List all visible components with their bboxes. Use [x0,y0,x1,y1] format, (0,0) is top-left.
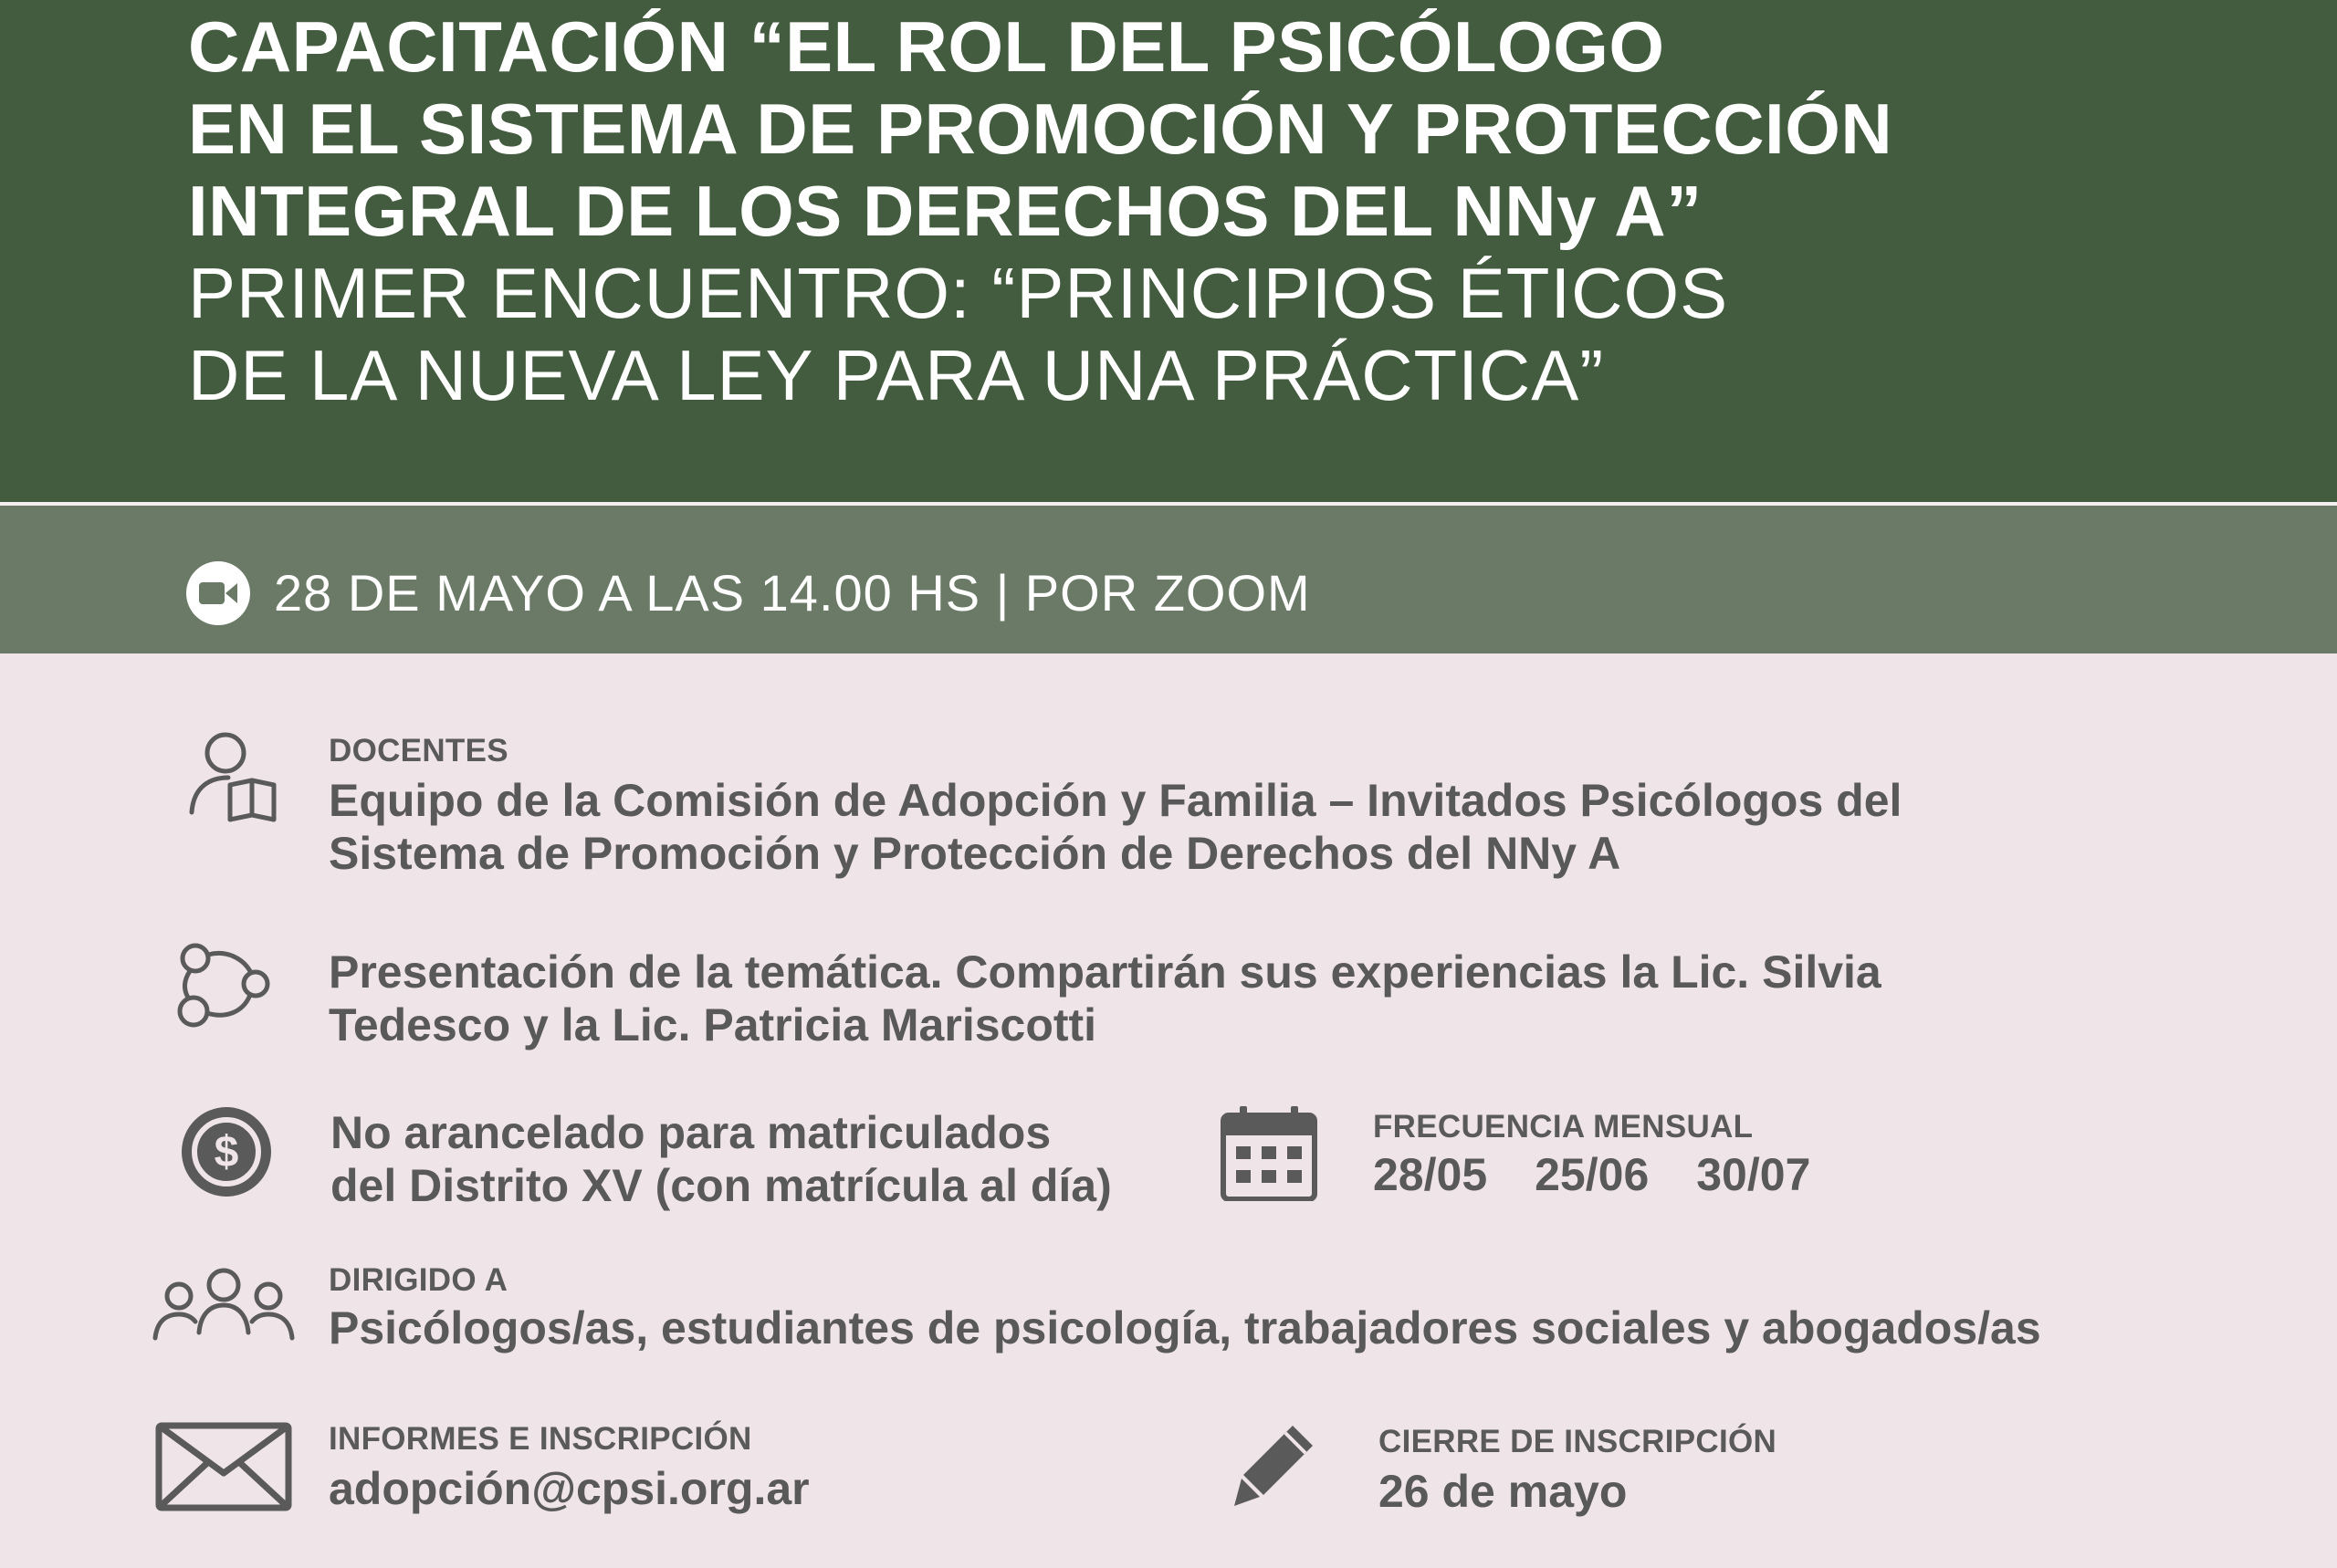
teacher-book-icon [183,730,283,831]
informes-label: INFORMES E INSCRIPCIÓN [329,1421,752,1457]
session-date: 25/06 [1535,1149,1650,1200]
session-subtitle [188,252,2288,416]
group-people-icon [152,1267,296,1342]
frecuencia-label: FRECUENCIA MENSUAL [1373,1109,1754,1145]
frecuencia-dates [1373,1148,1858,1201]
pencil-icon [1232,1420,1320,1508]
docentes-line: Sistema de Promoción y Protección de Derechos del NNy A [329,828,1621,879]
costo-text [330,1106,1112,1212]
event-date: 28 DE MAYO A LAS 14.00 HS | POR ZOOM [274,564,1311,622]
docentes-text [329,774,1902,880]
session-subtitle-line: PRIMER ENCUENTRO: “PRINCIPIOS ÉTICOS [188,253,1729,333]
presentacion-line: Presentación de la temática. Compartirán sus experiencias la Lic. Silvia [329,946,1881,998]
course-title-line: EN EL SISTEMA DE PROMOCIÓN Y PROTECCIÓN [188,89,1893,169]
presentacion-line: Tedesco y la Lic. Patricia Mariscotti [329,999,1097,1051]
dirigido-label: DIRIGIDO A [329,1262,508,1298]
docentes-line: Equipo de la Comisión de Adopción y Familia – Invitados Psicólogos del [329,775,1902,826]
envelope-icon [155,1422,292,1511]
dollar-coin-icon [179,1104,274,1199]
video-camera-icon [186,561,250,625]
costo-line: del Distrito XV (con matrícula al día) [330,1160,1112,1211]
contact-email[interactable]: adopción@cpsi.org.ar [329,1463,810,1514]
network-nodes-icon [173,940,276,1031]
dirigido-text: Psicólogos/as, estudiantes de psicología, trabajadores sociales y abogados/as [329,1302,2041,1354]
cierre-date: 26 de mayo [1378,1466,1628,1517]
course-title-line: INTEGRAL DE LOS DERECHOS DEL NNy A” [188,171,1703,251]
svg-text:$: $ [214,1128,239,1176]
course-title-line: CAPACITACIÓN “EL ROL DEL PSICÓLOGO [188,6,1665,87]
calendar-icon [1220,1106,1318,1201]
session-subtitle-line: DE LA NUEVA LEY PARA UNA PRÁCTICA” [188,335,1605,415]
cierre-label: CIERRE DE INSCRIPCIÓN [1378,1424,1777,1459]
docentes-label: DOCENTES [329,733,508,768]
course-title [188,5,2288,252]
session-date: 28/05 [1373,1149,1488,1200]
presentacion-text [329,946,1881,1051]
session-date: 30/07 [1696,1149,1811,1200]
costo-line: No arancelado para matriculados [330,1107,1052,1158]
header-banner [0,0,2337,502]
